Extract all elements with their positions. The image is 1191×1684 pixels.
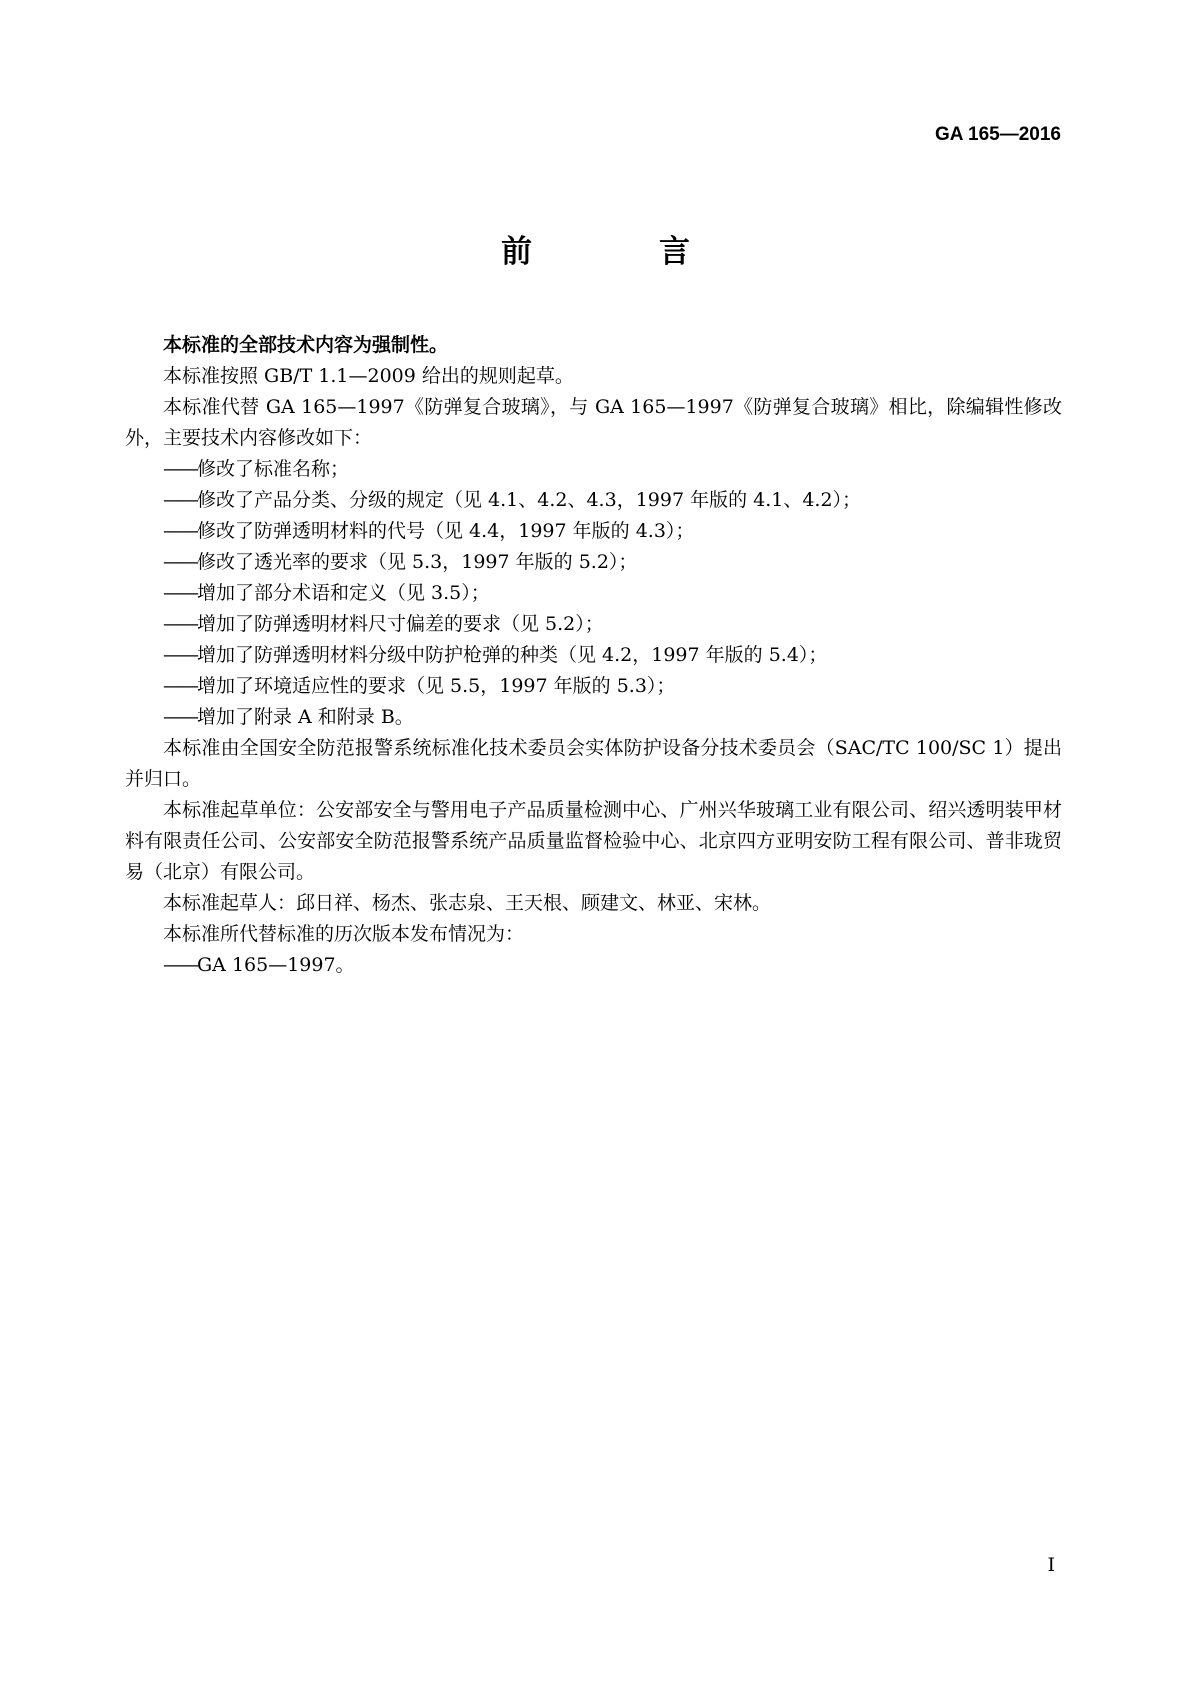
page-number: I — [1047, 1554, 1055, 1576]
dash-marker: —— — [163, 582, 197, 604]
dash-marker: —— — [163, 706, 197, 728]
drafters-paragraph: 本标准起草人：邱日祥、杨杰、张志泉、王天根、顾建文、林亚、宋林。 — [163, 892, 772, 914]
page-title: 前 言 — [501, 234, 738, 270]
dash-marker: —— — [163, 489, 197, 511]
list-item: ——增加了防弹透明材料尺寸偏差的要求（见 5.2）； — [163, 613, 604, 635]
document-code: GA 165—2016 — [934, 124, 1061, 145]
dash-marker: —— — [163, 675, 197, 697]
list-item: ——增加了部分术语和定义（见 3.5）； — [163, 582, 490, 604]
list-item: ——GA 165—1997。 — [163, 954, 355, 976]
changes-list — [125, 454, 1062, 733]
history-list — [125, 950, 1062, 981]
list-item: ——增加了环境适应性的要求（见 5.5，1997 年版的 5.3）； — [163, 675, 676, 697]
history-intro-paragraph: 本标准所代替标准的历次版本发布情况为： — [163, 923, 525, 945]
list-item: ——修改了透光率的要求（见 5.3，1997 年版的 5.2）； — [163, 551, 638, 573]
dash-marker: —— — [163, 551, 197, 573]
dash-marker: —— — [163, 458, 197, 480]
mandatory-statement: 本标准的全部技术内容为强制性。 — [163, 334, 449, 356]
proposed-by-paragraph: 本标准由全国安全防范报警系统标准化技术委员会实体防护设备分技术委员会（SAC/TC 100/SC 1）提出并归口。 — [125, 737, 1062, 790]
dash-marker: —— — [163, 644, 197, 666]
list-item: ——增加了防弹透明材料分级中防护枪弹的种类（见 4.2，1997 年版的 5.4）； — [163, 644, 828, 666]
dash-marker: —— — [163, 520, 197, 542]
list-item: ——修改了防弹透明材料的代号（见 4.4，1997 年版的 4.3）； — [163, 520, 695, 542]
drafting-rules-paragraph: 本标准按照 GB/T 1.1—2009 给出的规则起草。 — [163, 365, 574, 387]
list-item: ——修改了产品分类、分级的规定（见 4.1、4.2、4.3，1997 年版的 4.1、4.2）； — [163, 489, 862, 511]
dash-marker: —— — [163, 954, 197, 976]
dash-marker: —— — [163, 613, 197, 635]
foreword-body — [125, 330, 1062, 981]
list-item: ——修改了标准名称； — [163, 458, 350, 480]
drafting-units-paragraph: 本标准起草单位：公安部安全与警用电子产品质量检测中心、广州兴华玻璃工业有限公司、绍兴透明装甲材料有限责任公司、公安部安全防范报警系统产品质量监督检验中心、北京四方亚明安防工程有限公司、普非珑贸易（北京）有限公司。 — [125, 799, 1062, 883]
replaces-paragraph: 本标准代替 GA 165—1997《防弹复合玻璃》，与 GA 165—1997《防弹复合玻璃》相比，除编辑性修改外，主要技术内容修改如下： — [125, 396, 1062, 449]
list-item: ——增加了附录 A 和附录 B。 — [163, 706, 414, 728]
